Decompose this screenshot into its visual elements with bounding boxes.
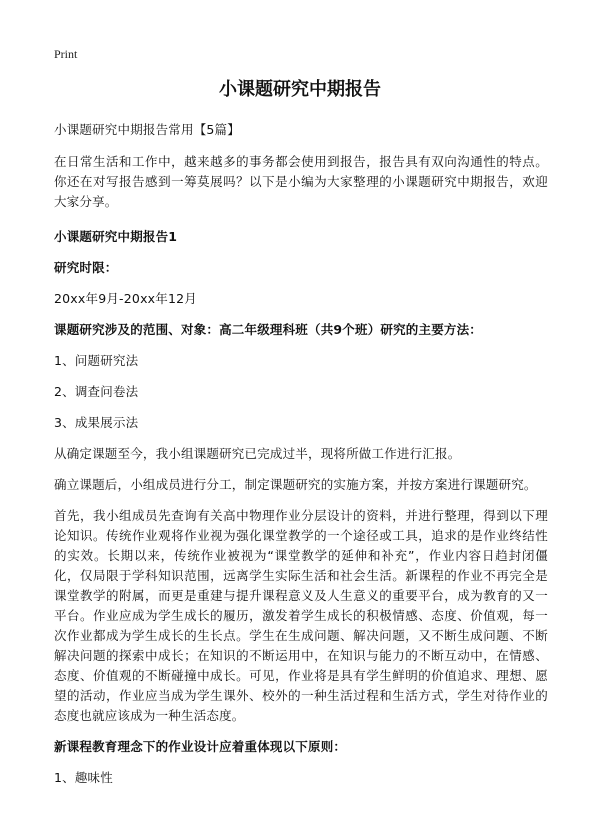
body-paragraph: 1、趣味性 [54, 770, 113, 785]
document-title: 小课题研究中期报告 [219, 79, 381, 100]
body-paragraph: 在日常生活和工作中，越来越多的事务都会使用到报告，报告具有双向沟通性的特点。你还在对写报告感到一筹莫展吗？以下是小编为大家整理的小课题研究中期报告，欢迎大家分享。 [54, 154, 548, 209]
body-paragraph: 确立课题后，小组成员进行分工，制定课题研究的实施方案，并按方案进行课题研究。 [54, 477, 537, 492]
print-link[interactable]: Print [54, 47, 78, 61]
body-paragraph: 3、成果展示法 [54, 415, 139, 430]
document-body [54, 120, 548, 788]
body-paragraph: 小课题研究中期报告常用【5篇】 [54, 122, 240, 137]
section-heading: 课题研究涉及的范围、对象：高二年级理科班（共9个班）研究的主要方法： [54, 322, 482, 337]
body-paragraph: 1、问题研究法 [54, 353, 139, 368]
section-heading: 研究时限： [54, 260, 118, 275]
section-heading: 小课题研究中期报告1 [54, 229, 178, 244]
body-paragraph: 20xx年9月-20xx年12月 [54, 291, 197, 306]
section-heading: 新课程教育理念下的作业设计应着重体现以下原则： [54, 739, 347, 754]
body-paragraph: 2、调查问卷法 [54, 384, 139, 399]
body-paragraph: 首先，我小组成员先查询有关高中物理作业分层设计的资料，并进行整理，得到以下理论知识。传统作业观将作业视为强化课堂教学的一个途径或工具，追求的是作业终结性的实效。长期以来，传统作业被视为“课堂教学的延伸和补充”，作业内容日趋封闭僵化，仅局限于学科知识范围，远离学生实际生活和社会生活。新课程的作业不再完全是课堂教学的附属，而更是重建与提升课程意义及人生意义的重要平台，成为教育的又一平台。作业应成为学生成长的履历，激发着学生成长的积极情感、态度、价值观，每一次作业都成为学生成长的生长点。学生在生成问题、解决问题，又不断生成问题、不断解决问题的探索中成长；在知识的不断运用中，在知识与能力的不断互动中，在情感、态度、价值观的不断碰撞中成长。可见，作业将是具有学生鲜明的价值追求、理想、愿望的活动，作业应当成为学生课外、校外的一种生活过程和生活方式，学生对待作业的态度也就应该成为一种生活态度。 [54, 508, 548, 723]
body-paragraph: 从确定课题至今，我小组课题研究已完成过半，现将所做工作进行汇报。 [54, 446, 461, 461]
